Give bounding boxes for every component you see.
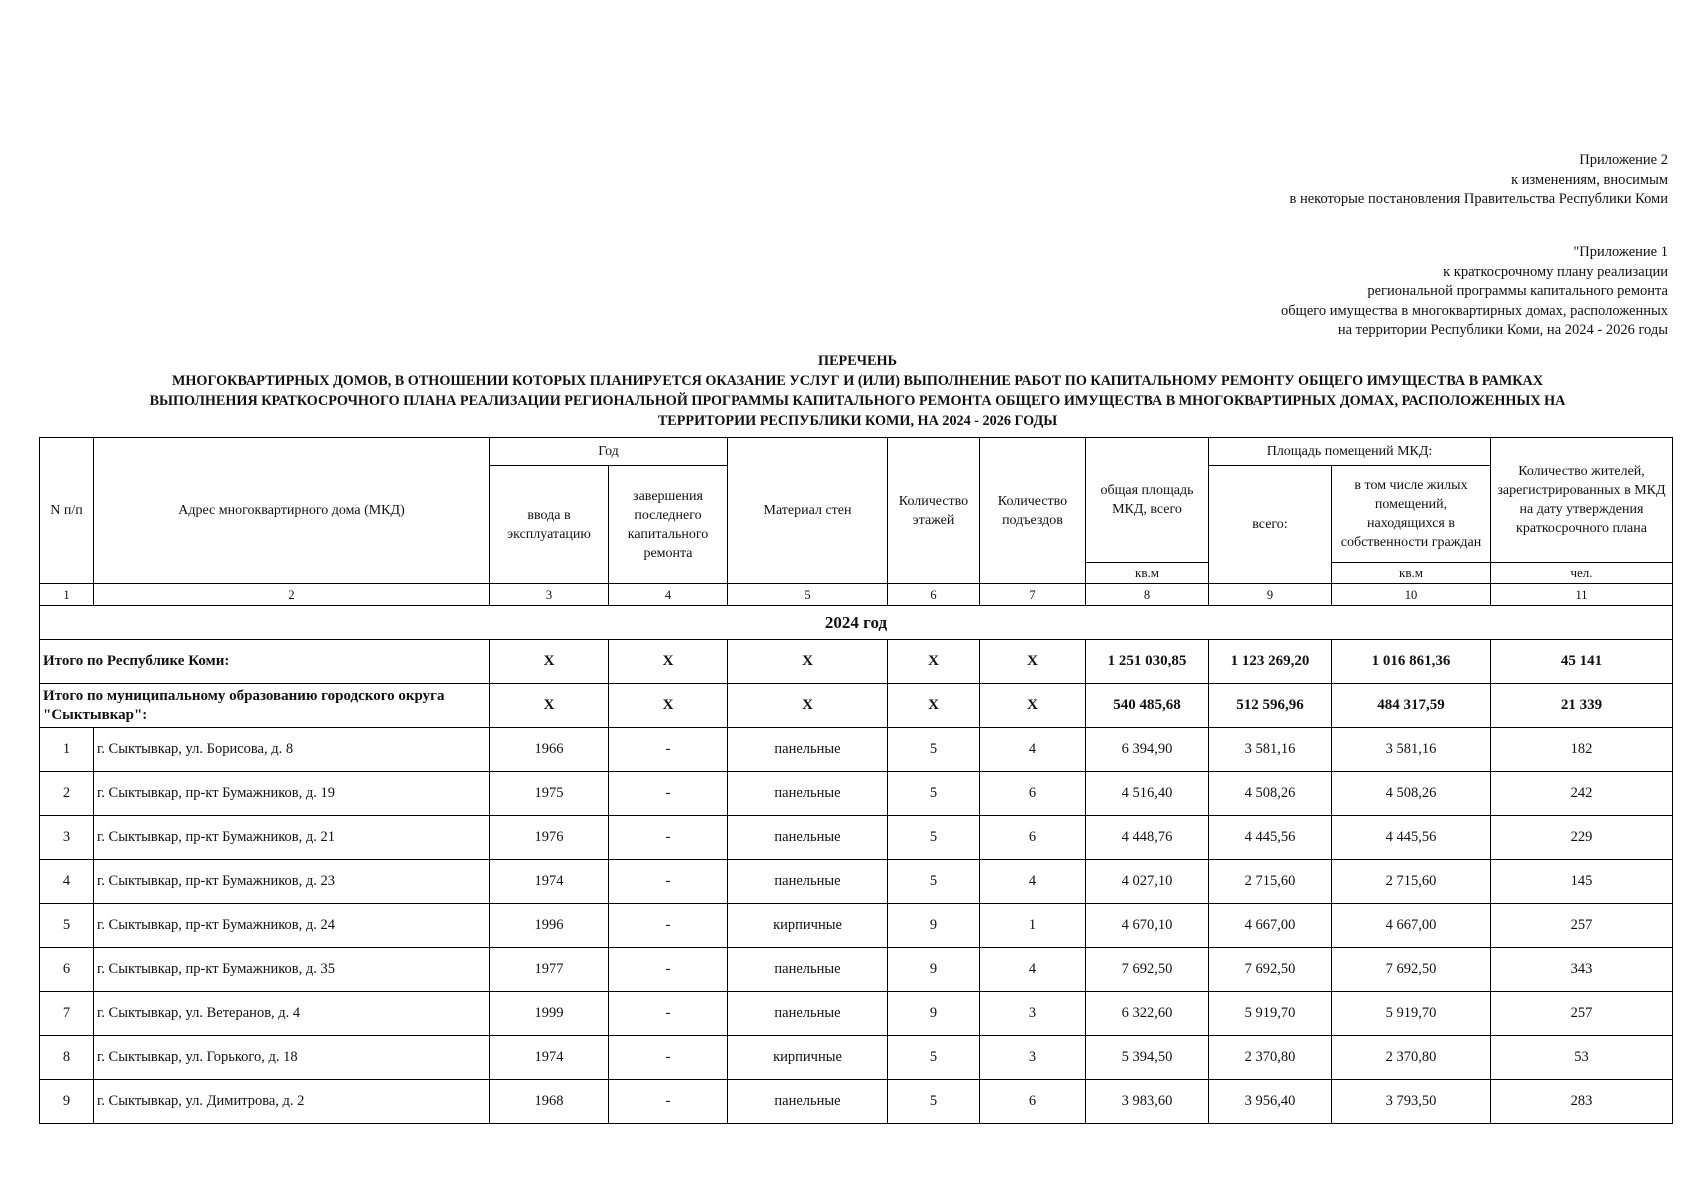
row-year-built: 1976: [490, 816, 609, 860]
total-row: [40, 684, 1673, 728]
row-address: г. Сыктывкар, пр-кт Бумажников, д. 35: [94, 948, 490, 992]
row-number: 7: [40, 992, 94, 1036]
row-area-living: 4 445,56: [1332, 816, 1491, 860]
annex-sub-line: на территории Республики Коми, на 2024 - 2026 годы: [1337, 322, 1668, 338]
header-year-group: Год: [490, 438, 728, 466]
row-area-all: 3 956,40: [1209, 1080, 1332, 1124]
row-floors: 9: [888, 904, 980, 948]
row-year-repair: -: [609, 860, 728, 904]
row-area-all: 2 715,60: [1209, 860, 1332, 904]
row-year-built: 1996: [490, 904, 609, 948]
total-area-all: 512 596,96: [1209, 684, 1332, 728]
row-material: панельные: [728, 992, 888, 1036]
row-total-area: 4 448,76: [1086, 816, 1209, 860]
row-area-living: 2 715,60: [1332, 860, 1491, 904]
total-row: [40, 640, 1673, 684]
row-residents: 257: [1491, 992, 1673, 1036]
row-year-built: 1974: [490, 1036, 609, 1080]
row-year-repair: -: [609, 728, 728, 772]
row-total-area: 3 983,60: [1086, 1080, 1209, 1124]
header-address: Адрес многоквартирного дома (МКД): [94, 438, 490, 584]
column-number-row: [40, 584, 1673, 606]
annex-sub-line: региональной программы капитального ремонта: [1367, 283, 1668, 299]
total-floors: X: [888, 640, 980, 684]
column-number: 9: [1209, 584, 1332, 606]
header-area-group: Площадь помещений МКД:: [1209, 438, 1491, 466]
row-entrances: 6: [980, 816, 1086, 860]
row-area-living: 3 581,16: [1332, 728, 1491, 772]
table-row: [40, 1036, 1673, 1080]
annex-main-line: к изменениям, вносимым: [1511, 171, 1668, 188]
row-residents: 182: [1491, 728, 1673, 772]
row-area-living: 3 793,50: [1332, 1080, 1491, 1124]
row-number: 4: [40, 860, 94, 904]
total-label: Итого по муниципальному образованию городского округа "Сыктывкар":: [40, 684, 490, 728]
row-entrances: 6: [980, 772, 1086, 816]
table-row: [40, 1080, 1673, 1124]
annex-main-line: в некоторые постановления Правительства Республики Коми: [1289, 191, 1668, 207]
header-year-repair: завершения последнего капитального ремонта: [609, 466, 728, 584]
row-residents: 145: [1491, 860, 1673, 904]
header-area-living: в том числе жилых помещений, находящихся в собственности граждан: [1332, 466, 1491, 563]
row-residents: 53: [1491, 1036, 1673, 1080]
total-year-built: X: [490, 684, 609, 728]
column-number: 5: [728, 584, 888, 606]
header-year-built: ввода в эксплуатацию: [490, 466, 609, 584]
column-number: 6: [888, 584, 980, 606]
total-area: 540 485,68: [1086, 684, 1209, 728]
header-entrances: Количество подъездов: [980, 438, 1086, 584]
column-number: 2: [94, 584, 490, 606]
unit-total: кв.м: [1086, 563, 1209, 584]
unit-living: кв.м: [1332, 563, 1491, 584]
row-area-all: 4 445,56: [1209, 816, 1332, 860]
row-residents: 242: [1491, 772, 1673, 816]
total-residents: 21 339: [1491, 684, 1673, 728]
row-entrances: 3: [980, 992, 1086, 1036]
houses-table: [39, 437, 1673, 1124]
total-year-built: X: [490, 640, 609, 684]
header-residents: Количество жителей, зарегистрированных в МКД на дату утверждения краткосрочного плана: [1491, 438, 1673, 563]
total-floors: X: [888, 684, 980, 728]
column-number: 4: [609, 584, 728, 606]
annex-main-block: [1290, 151, 1669, 210]
row-year-repair: -: [609, 1036, 728, 1080]
annex-main-line: Приложение 2: [1579, 152, 1668, 168]
row-area-living: 4 508,26: [1332, 772, 1491, 816]
row-entrances: 1: [980, 904, 1086, 948]
header-total-area: общая площадь МКД, всего: [1086, 438, 1209, 563]
row-material: панельные: [728, 728, 888, 772]
row-year-built: 1977: [490, 948, 609, 992]
title-line: МНОГОКВАРТИРНЫХ ДОМОВ, В ОТНОШЕНИИ КОТОРЫХ ПЛАНИРУЕТСЯ ОКАЗАНИЕ УСЛУГ И (ИЛИ) ВЫПОЛНЕНИЕ РАБОТ ПО КАПИТАЛЬНОМУ РЕМОНТУ ОБЩЕГО ИМУЩЕСТВА В РАМКАХ: [171, 373, 1543, 389]
total-entrances: X: [980, 684, 1086, 728]
row-year-built: 1968: [490, 1080, 609, 1124]
table-row: [40, 948, 1673, 992]
unit-residents: чел.: [1491, 563, 1673, 584]
row-address: г. Сыктывкар, пр-кт Бумажников, д. 19: [94, 772, 490, 816]
row-year-built: 1974: [490, 860, 609, 904]
total-material: X: [728, 684, 888, 728]
row-floors: 5: [888, 816, 980, 860]
total-area-living: 484 317,59: [1332, 684, 1491, 728]
row-total-area: 4 027,10: [1086, 860, 1209, 904]
row-total-area: 4 670,10: [1086, 904, 1209, 948]
row-material: панельные: [728, 948, 888, 992]
row-entrances: 3: [980, 1036, 1086, 1080]
row-number: 6: [40, 948, 94, 992]
column-number: 11: [1491, 584, 1673, 606]
row-material: панельные: [728, 1080, 888, 1124]
document-title: [40, 351, 1675, 431]
row-material: панельные: [728, 772, 888, 816]
title-line: ПЕРЕЧЕНЬ: [818, 353, 897, 369]
header-material: Материал стен: [728, 438, 888, 584]
total-material: X: [728, 640, 888, 684]
row-total-area: 6 322,60: [1086, 992, 1209, 1036]
row-floors: 5: [888, 1036, 980, 1080]
header-num: N п/п: [40, 438, 94, 584]
annex-sub-block: [1281, 243, 1668, 341]
row-number: 2: [40, 772, 94, 816]
row-residents: 229: [1491, 816, 1673, 860]
row-floors: 5: [888, 860, 980, 904]
total-year-repair: X: [609, 684, 728, 728]
annex-sub-line: общего имущества в многоквартирных домах, расположенных: [1281, 302, 1668, 319]
row-address: г. Сыктывкар, ул. Борисова, д. 8: [94, 728, 490, 772]
total-entrances: X: [980, 640, 1086, 684]
row-total-area: 5 394,50: [1086, 1036, 1209, 1080]
title-line: ВЫПОЛНЕНИЯ КРАТКОСРОЧНОГО ПЛАНА РЕАЛИЗАЦИИ РЕГИОНАЛЬНОЙ ПРОГРАММЫ КАПИТАЛЬНОГО РЕМОНТА ОБЩЕГО ИМУЩЕСТВА В МНОГОКВАРТИРНЫХ ДОМАХ, РАСПОЛОЖЕННЫХ НА: [149, 393, 1566, 409]
row-material: панельные: [728, 860, 888, 904]
total-residents: 45 141: [1491, 640, 1673, 684]
header-row: [40, 438, 1673, 466]
row-area-all: 4 508,26: [1209, 772, 1332, 816]
row-floors: 5: [888, 772, 980, 816]
row-floors: 5: [888, 1080, 980, 1124]
row-area-all: 7 692,50: [1209, 948, 1332, 992]
table-row: [40, 728, 1673, 772]
annex-sub-line: к краткосрочному плану реализации: [1443, 263, 1668, 280]
row-address: г. Сыктывкар, ул. Горького, д. 18: [94, 1036, 490, 1080]
table-row: [40, 816, 1673, 860]
row-area-all: 5 919,70: [1209, 992, 1332, 1036]
row-year-repair: -: [609, 992, 728, 1036]
row-total-area: 7 692,50: [1086, 948, 1209, 992]
row-area-all: 4 667,00: [1209, 904, 1332, 948]
row-year-repair: -: [609, 772, 728, 816]
row-area-living: 2 370,80: [1332, 1036, 1491, 1080]
row-address: г. Сыктывкар, ул. Димитрова, д. 2: [94, 1080, 490, 1124]
row-number: 5: [40, 904, 94, 948]
row-floors: 5: [888, 728, 980, 772]
column-number: 8: [1086, 584, 1209, 606]
row-area-living: 7 692,50: [1332, 948, 1491, 992]
row-floors: 9: [888, 948, 980, 992]
row-area-living: 4 667,00: [1332, 904, 1491, 948]
year-label: 2024 год: [40, 606, 1673, 640]
row-residents: 257: [1491, 904, 1673, 948]
column-number: 1: [40, 584, 94, 606]
row-total-area: 6 394,90: [1086, 728, 1209, 772]
table-row: [40, 904, 1673, 948]
total-year-repair: X: [609, 640, 728, 684]
total-area-all: 1 123 269,20: [1209, 640, 1332, 684]
row-area-all: 3 581,16: [1209, 728, 1332, 772]
row-number: 9: [40, 1080, 94, 1124]
row-area-living: 5 919,70: [1332, 992, 1491, 1036]
row-floors: 9: [888, 992, 980, 1036]
total-area-living: 1 016 861,36: [1332, 640, 1491, 684]
year-row: [40, 606, 1673, 640]
table-row: [40, 772, 1673, 816]
row-year-built: 1975: [490, 772, 609, 816]
row-year-built: 1966: [490, 728, 609, 772]
header-floors: Количество этажей: [888, 438, 980, 584]
table-row: [40, 992, 1673, 1036]
row-total-area: 4 516,40: [1086, 772, 1209, 816]
row-address: г. Сыктывкар, пр-кт Бумажников, д. 23: [94, 860, 490, 904]
row-material: кирпичные: [728, 904, 888, 948]
row-material: кирпичные: [728, 1036, 888, 1080]
column-number: 3: [490, 584, 609, 606]
column-number: 7: [980, 584, 1086, 606]
row-address: г. Сыктывкар, пр-кт Бумажников, д. 24: [94, 904, 490, 948]
row-material: панельные: [728, 816, 888, 860]
row-year-repair: -: [609, 948, 728, 992]
row-year-built: 1999: [490, 992, 609, 1036]
row-entrances: 4: [980, 948, 1086, 992]
annex-sub-line: "Приложение 1: [1573, 244, 1668, 260]
row-year-repair: -: [609, 816, 728, 860]
row-year-repair: -: [609, 904, 728, 948]
row-entrances: 6: [980, 1080, 1086, 1124]
row-number: 1: [40, 728, 94, 772]
row-number: 3: [40, 816, 94, 860]
column-number: 10: [1332, 584, 1491, 606]
header-area-all: всего:: [1209, 466, 1332, 584]
row-entrances: 4: [980, 860, 1086, 904]
total-label: Итого по Республике Коми:: [40, 640, 490, 684]
row-residents: 283: [1491, 1080, 1673, 1124]
table-row: [40, 860, 1673, 904]
row-area-all: 2 370,80: [1209, 1036, 1332, 1080]
row-number: 8: [40, 1036, 94, 1080]
title-line: ТЕРРИТОРИИ РЕСПУБЛИКИ КОМИ, НА 2024 - 2026 ГОДЫ: [657, 413, 1058, 429]
row-address: г. Сыктывкар, ул. Ветеранов, д. 4: [94, 992, 490, 1036]
row-year-repair: -: [609, 1080, 728, 1124]
row-residents: 343: [1491, 948, 1673, 992]
row-address: г. Сыктывкар, пр-кт Бумажников, д. 21: [94, 816, 490, 860]
total-area: 1 251 030,85: [1086, 640, 1209, 684]
row-entrances: 4: [980, 728, 1086, 772]
